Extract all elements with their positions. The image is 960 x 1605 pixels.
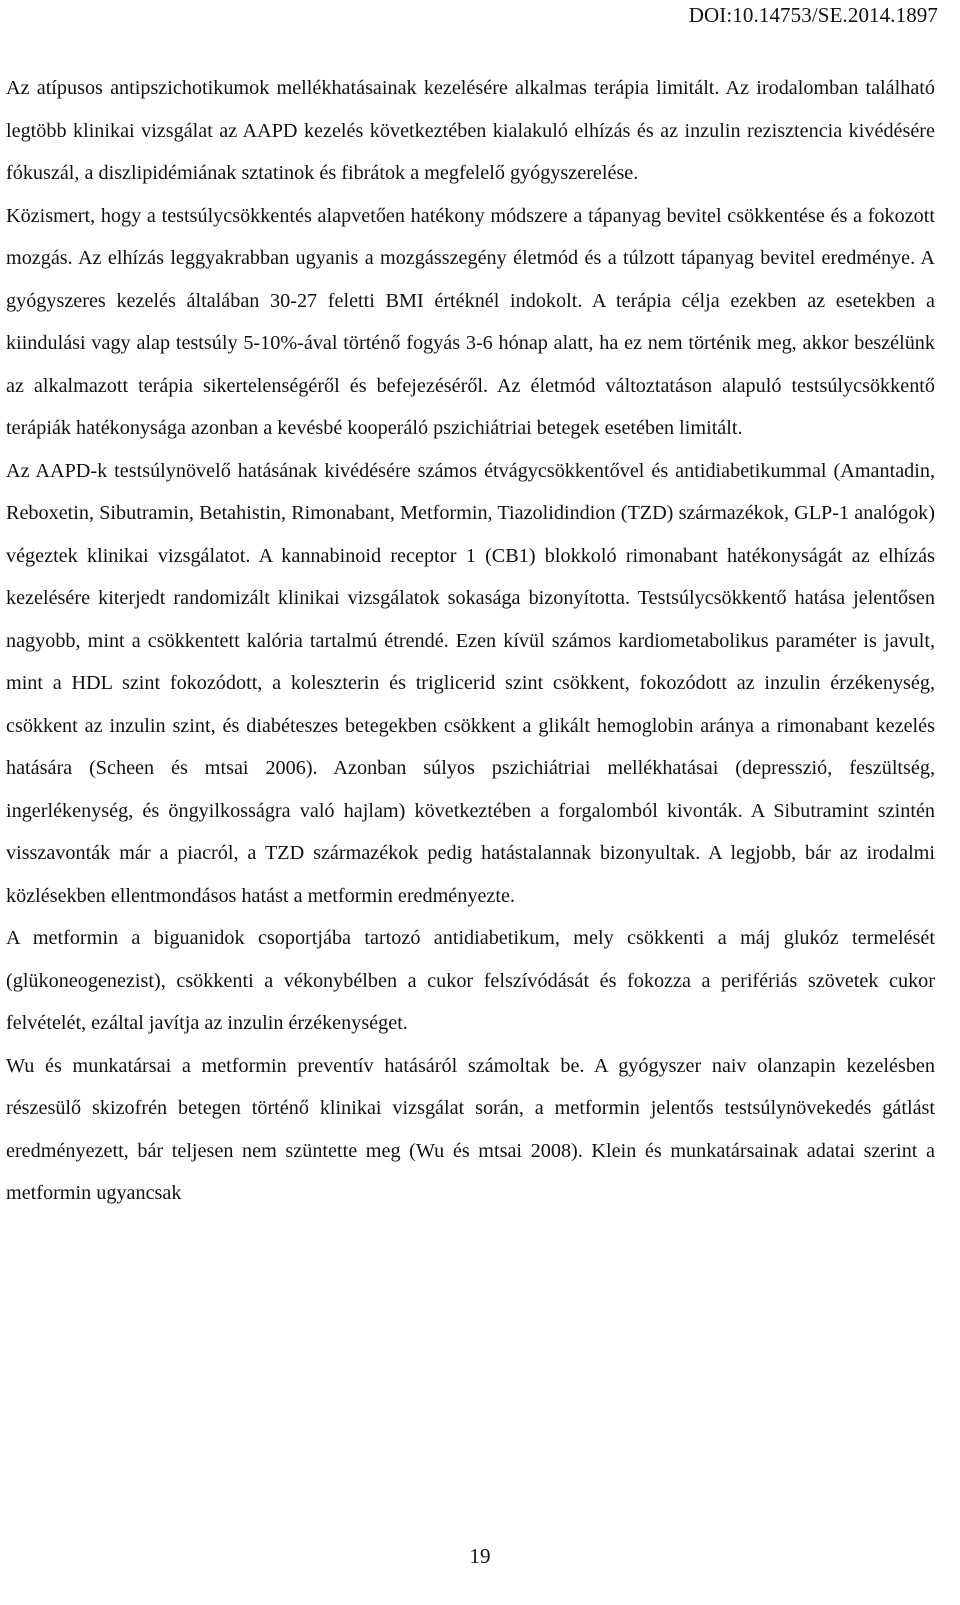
paragraph-3: Az AAPD-k testsúlynövelő hatásának kivédésére számos étvágycsökkentővel és antidiabetikummal (Amantadin, Reboxetin, Sibutramin, Betahistin, Rimonabant, Metformin, Tiazolidindion (TZD) származékok, GLP-1 analógok) végeztek klinikai vizsgálatot. A kannabinoid receptor 1 (CB1) blokkoló rimonabant hatékonyságát az elhízás kezelésére kiterjedt randomizált klinikai vizsgálatok sokasága bizonyította. Testsúlycsökkentő hatása jelentősen nagyobb, mint a csökkentett kalória tartalmú étrendé. Ezen kívül számos kardiometabolikus paraméter is javult, mint a HDL szint fokozódott, a koleszterin és triglicerid szint csökkent, fokozódott az inzulin érzékenység, csökkent az inzulin szint, és diabéteszes betegekben csökkent a glikált hemoglobin aránya a rimonabant kezelés hatására (Scheen és mtsai 2006). Azonban súlyos pszichiátriai mellékhatásai (depresszió, feszültség, ingerlékenység, és öngyilkosságra való hajlam) következtében a forgalomból kivonták. A Sibutramint szintén visszavonták már a piacról, a TZD származékok pedig hatástalannak bizonyultak. A legjobb, bár az irodalmi közlésekben ellentmondásos hatást a metformin eredményezte. — [6, 459, 935, 907]
paragraph-5: Wu és munkatársai a metformin preventív hatásáról számoltak be. A gyógyszer naiv olanzapin kezelésben részesülő skizofrén betegen történő klinikai vizsgálat során, a metformin jelentős testsúlynövekedés gátlást eredményezett, bár teljesen nem szüntette meg (Wu és mtsai 2008). Klein és munkatársainak adatai szerint a metformin ugyancsak — [6, 1054, 935, 1204]
page-number: 19 — [469, 1544, 491, 1568]
paragraph-4: A metformin a biguanidok csoportjába tartozó antidiabetikum, mely csökkenti a máj glukóz termelését (glükoneogenezist), csökkenti a vékonybélben a cukor felszívódását és fokozza a perifériás szövetek cukor felvételét, ezáltal javítja az inzulin érzékenységet. — [6, 927, 935, 1034]
doi-header: DOI:10.14753/SE.2014.1897 — [688, 3, 938, 27]
paragraph-1: Az atípusos antipszichotikumok mellékhatásainak kezelésére alkalmas terápia limitált. Az irodalomban található legtöbb klinikai vizsgálat az AAPD kezelés következtében kialakuló elhízás és az inzulin rezisztencia kivédésére fókuszál, a diszlipidémiának sztatinok és fibrátok a megfelelő gyógyszerelése. — [6, 77, 935, 184]
paragraph-2: Közismert, hogy a testsúlycsökkentés alapvetően hatékony módszere a tápanyag bevitel csökkentése és a fokozott mozgás. Az elhízás leggyakrabban ugyanis a mozgásszegény életmód és a túlzott tápanyag bevitel eredménye. A gyógyszeres kezelés általában 30-27 feletti BMI értéknél indokolt. A terápia célja ezekben az esetekben a kiindulási vagy alap testsúly 5-10%-ával történő fogyás 3-6 hónap alatt, ha ez nem történik meg, akkor beszélünk az alkalmazott terápia sikertelenségéről és befejezéséről. Az életmód változtatáson alapuló testsúlycsökkentő terápiák hatékonysága azonban a kevésbé kooperáló pszichiátriai betegek esetében limitált. — [6, 204, 935, 439]
body-text — [6, 67, 935, 1215]
